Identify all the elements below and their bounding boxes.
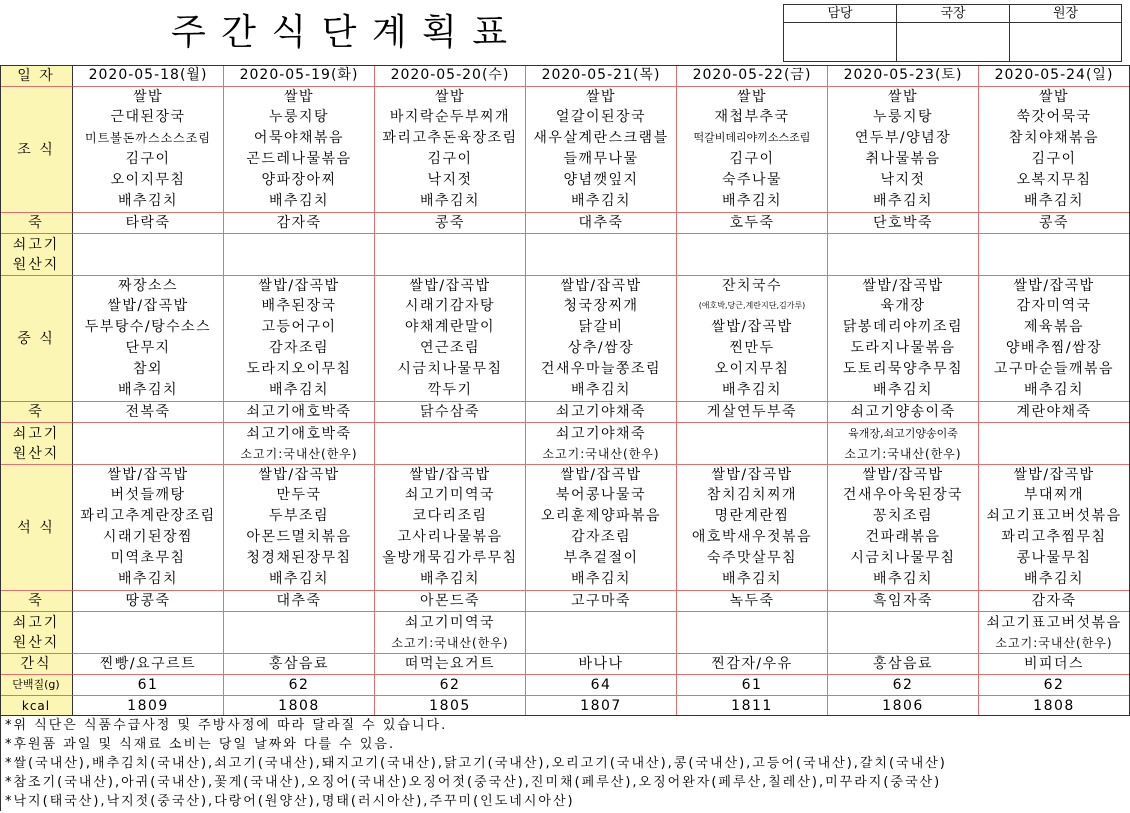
breakfast-item: 취나물볶음 (828, 149, 979, 170)
beef-origin-cell (677, 422, 828, 464)
dinner-item: 쇠고기미역국 (375, 485, 526, 506)
dinner-item: 건파래볶음 (828, 527, 979, 548)
porridge-item: 쇠고기애호박죽 (224, 401, 375, 422)
beef-origin-label (0, 233, 73, 275)
porridge-item: 콩죽 (375, 212, 526, 233)
porridge-item: 타락죽 (73, 212, 224, 233)
beef-origin-cell (73, 233, 224, 275)
breakfast-item: 오이지무침 (73, 170, 224, 191)
porridge-item: 아몬드죽 (375, 590, 526, 611)
dinner-item: 배추김치 (979, 569, 1130, 590)
beef-origin-source: 소고기:국내산(한우) (995, 635, 1113, 650)
dinner-item: 콩나물무침 (979, 548, 1130, 569)
lunch-item: 도토리묵양추무침 (828, 359, 979, 380)
date-header: 2020-05-21(목) (526, 65, 677, 86)
porridge-item: 게살연두부죽 (677, 401, 828, 422)
lunch-item: 쌀밥/잡곡밥 (224, 275, 375, 296)
dinner-item: 코다리조림 (375, 506, 526, 527)
lunch-item: 연근조림 (375, 338, 526, 359)
kcal-value: 1805 (375, 695, 526, 716)
porridge-item: 계란야채죽 (979, 401, 1130, 422)
breakfast-item: 꽈리고추돈육장조림 (375, 128, 526, 149)
beef-origin-label-line2: 원산지 (12, 445, 60, 462)
lunch-item: 찐만두 (677, 338, 828, 359)
porridge-item: 감자죽 (979, 590, 1130, 611)
breakfast-item: 쌀밥 (73, 86, 224, 107)
snack-item: 찐감자/우유 (677, 653, 828, 674)
breakfast-item: 오복지무침 (979, 170, 1130, 191)
beef-origin-cell (677, 611, 828, 653)
breakfast-item: 쑥갓어묵국 (979, 107, 1130, 128)
breakfast-item: 새우살계란스크램블 (526, 128, 677, 149)
protein-value: 61 (677, 674, 828, 695)
porridge-item: 흑임자죽 (828, 590, 979, 611)
lunch-item: 배추김치 (828, 380, 979, 401)
beef-origin-dish: 쇠고기야채죽 (555, 425, 647, 442)
dinner-item: 명란계란찜 (677, 506, 828, 527)
protein-value: 61 (73, 674, 224, 695)
date-header: 2020-05-24(일) (979, 65, 1130, 86)
breakfast-item: 쌀밥 (979, 86, 1130, 107)
lunch-item: 쌀밥/잡곡밥 (979, 275, 1130, 296)
breakfast-item: 김구이 (375, 149, 526, 170)
lunch-item: 양배추찜/쌈장 (979, 338, 1130, 359)
lunch-item: 쌀밥/잡곡밥 (677, 317, 828, 338)
beef-origin-cell (73, 611, 224, 653)
dinner-item: 건새우아욱된장국 (828, 485, 979, 506)
porridge-label: 죽 (0, 590, 73, 611)
dinner-item: 북어콩나물국 (526, 485, 677, 506)
snack-item: 바나나 (526, 653, 677, 674)
dinner-item: 쇠고기표고버섯볶음 (979, 506, 1130, 527)
protein-value: 62 (828, 674, 979, 695)
protein-value: 64 (526, 674, 677, 695)
breakfast-item: 바지락순두부찌개 (375, 107, 526, 128)
footnotes (0, 716, 1130, 811)
porridge-item: 단호박죽 (828, 212, 979, 233)
dinner-item: 감자조림 (526, 527, 677, 548)
breakfast-item: 숙주나물 (677, 170, 828, 191)
date-label: 일 자 (0, 65, 73, 86)
kcal-value: 1806 (828, 695, 979, 716)
beef-origin-cell (224, 422, 375, 464)
breakfast-item: 김구이 (677, 149, 828, 170)
beef-origin-label-line1: 쇠고기 (12, 425, 60, 442)
breakfast-item: 배추김치 (677, 191, 828, 212)
breakfast-item: 낙지젓 (828, 170, 979, 191)
breakfast-item: 배추김치 (828, 191, 979, 212)
dinner-item: 꽈리고추찜무침 (979, 527, 1130, 548)
lunch-item: 참외 (73, 359, 224, 380)
dinner-item: 참치김치찌개 (677, 485, 828, 506)
lunch-item: 고등어구이 (224, 317, 375, 338)
porridge-item: 대추죽 (224, 590, 375, 611)
approval-sign-staff (784, 23, 897, 61)
approval-header-director: 국장 (897, 5, 1010, 23)
lunch-item-ingredients-note: (애호박,당근,계란지단,김가루) (677, 296, 828, 317)
porridge-item: 쇠고기야채죽 (526, 401, 677, 422)
kcal-value: 1807 (526, 695, 677, 716)
beef-origin-cell (224, 611, 375, 653)
beef-origin-cell (526, 611, 677, 653)
lunch-item: 고구마순들깨볶음 (979, 359, 1130, 380)
beef-origin-cell (526, 233, 677, 275)
dinner-item: 쌀밥/잡곡밥 (375, 464, 526, 485)
breakfast-item: 배추김치 (526, 191, 677, 212)
dinner-item: 두부조림 (224, 506, 375, 527)
breakfast-item: 얼갈이된장국 (526, 107, 677, 128)
lunch-item: 두부탕수/탕수소스 (73, 317, 224, 338)
beef-origin-label (0, 422, 73, 464)
dinner-item: 쌀밥/잡곡밥 (224, 464, 375, 485)
beef-origin-label-line1: 쇠고기 (12, 236, 60, 253)
beef-origin-dish: 쇠고기애호박죽 (246, 425, 352, 442)
beef-origin-label-line1: 쇠고기 (12, 614, 60, 631)
breakfast-item: 어묵야채볶음 (224, 128, 375, 149)
dinner-item: 쌀밥/잡곡밥 (828, 464, 979, 485)
lunch-item: 배추김치 (224, 380, 375, 401)
dinner-item: 부대찌개 (979, 485, 1130, 506)
porridge-item: 닭수삼죽 (375, 401, 526, 422)
beef-origin-source: 소고기:국내산(한우) (391, 635, 509, 650)
breakfast-item: 쌀밥 (526, 86, 677, 107)
porridge-item: 대추죽 (526, 212, 677, 233)
lunch-item: 시금치나물무침 (375, 359, 526, 380)
breakfast-item: 배추김치 (375, 191, 526, 212)
date-header: 2020-05-18(월) (73, 65, 224, 86)
lunch-label: 중 식 (0, 275, 73, 401)
breakfast-item: 배추김치 (224, 191, 375, 212)
lunch-item: 야채계란말이 (375, 317, 526, 338)
beef-origin-source: 소고기:국내산(한우) (844, 446, 962, 461)
lunch-item: 배추김치 (73, 380, 224, 401)
beef-origin-cell (828, 422, 979, 464)
beef-origin-cell (224, 233, 375, 275)
breakfast-item: 미트볼돈까스소스조림 (73, 128, 224, 149)
dinner-item: 꽁치조림 (828, 506, 979, 527)
porridge-item: 전복죽 (73, 401, 224, 422)
dinner-label: 석 식 (0, 464, 73, 590)
kcal-value: 1809 (73, 695, 224, 716)
beef-origin-cell (979, 611, 1130, 653)
breakfast-item: 양념깻잎지 (526, 170, 677, 191)
dinner-item: 배추김치 (526, 569, 677, 590)
breakfast-item: 들깨무나물 (526, 149, 677, 170)
date-header: 2020-05-20(수) (375, 65, 526, 86)
porridge-label: 죽 (0, 212, 73, 233)
dinner-item: 배추김치 (224, 569, 375, 590)
lunch-item: 청국장찌개 (526, 296, 677, 317)
protein-value: 62 (979, 674, 1130, 695)
kcal-value: 1808 (224, 695, 375, 716)
breakfast-item: 김구이 (979, 149, 1130, 170)
beef-origin-dish: 쇠고기미역국 (404, 614, 496, 631)
dinner-item: 올방개묵김가루무침 (375, 548, 526, 569)
approval-table (783, 4, 1122, 62)
lunch-item: 오이지무침 (677, 359, 828, 380)
lunch-item: 건새우마늘쫑조림 (526, 359, 677, 380)
lunch-item: 쌀밥/잡곡밥 (375, 275, 526, 296)
breakfast-item: 배추김치 (73, 191, 224, 212)
breakfast-item: 양파장아찌 (224, 170, 375, 191)
lunch-item: 배추김치 (526, 380, 677, 401)
lunch-item: 도라지나물볶음 (828, 338, 979, 359)
snack-item: 홍삼음료 (828, 653, 979, 674)
porridge-item: 고구마죽 (526, 590, 677, 611)
snack-item: 찐빵/요구르트 (73, 653, 224, 674)
lunch-item: 배추김치 (677, 380, 828, 401)
lunch-item: 쌀밥/잡곡밥 (828, 275, 979, 296)
dinner-item: 배추김치 (677, 569, 828, 590)
lunch-item: 감자미역국 (979, 296, 1130, 317)
breakfast-item: 쌀밥 (224, 86, 375, 107)
porridge-item: 호두죽 (677, 212, 828, 233)
beef-origin-cell (828, 611, 979, 653)
lunch-item: 배추된장국 (224, 296, 375, 317)
protein-value: 62 (375, 674, 526, 695)
protein-value: 62 (224, 674, 375, 695)
dinner-item: 시금치나물무침 (828, 548, 979, 569)
lunch-item: 배추김치 (979, 380, 1130, 401)
beef-origin-source: 소고기:국내산(한우) (240, 446, 358, 461)
footnote-line: *후원품 과일 및 식재료 소비는 당일 날짜와 다를 수 있음. (5, 737, 396, 752)
beef-origin-cell (526, 422, 677, 464)
snack-label: 간식 (0, 653, 73, 674)
breakfast-label: 조 식 (0, 86, 73, 212)
kcal-value: 1808 (979, 695, 1130, 716)
breakfast-item: 곤드레나물볶음 (224, 149, 375, 170)
lunch-item: 제육볶음 (979, 317, 1130, 338)
lunch-item: 도라지오이무침 (224, 359, 375, 380)
beef-origin-cell (73, 422, 224, 464)
dinner-item: 쌀밥/잡곡밥 (979, 464, 1130, 485)
lunch-item: 단무지 (73, 338, 224, 359)
approval-sign-director (897, 23, 1010, 61)
date-header: 2020-05-23(토) (828, 65, 979, 86)
beef-origin-cell (979, 233, 1130, 275)
porridge-item: 땅콩죽 (73, 590, 224, 611)
dinner-item: 배추김치 (73, 569, 224, 590)
beef-origin-dish: 육개장,쇠고기양송이죽 (848, 426, 958, 440)
dinner-item: 오리훈제양파볶음 (526, 506, 677, 527)
porridge-item: 감자죽 (224, 212, 375, 233)
breakfast-item: 누룽지탕 (828, 107, 979, 128)
dinner-item: 시래기된장찜 (73, 527, 224, 548)
breakfast-item: 연두부/양념장 (828, 128, 979, 149)
snack-item: 떠먹는요거트 (375, 653, 526, 674)
breakfast-item: 낙지젓 (375, 170, 526, 191)
approval-sign-chief (1010, 23, 1121, 61)
footnote-line: *낙지(태국산),낙지젓(중국산),다랑어(원양산),명태(러시아산),주꾸미(인도네시아산) (5, 794, 575, 809)
lunch-item: 쌀밥/잡곡밥 (73, 296, 224, 317)
dinner-item: 쌀밥/잡곡밥 (73, 464, 224, 485)
lunch-item: 짜장소스 (73, 275, 224, 296)
dinner-item: 미역초무침 (73, 548, 224, 569)
snack-item: 비피더스 (979, 653, 1130, 674)
breakfast-item: 재첩부추국 (677, 107, 828, 128)
porridge-item: 쇠고기양송이죽 (828, 401, 979, 422)
dinner-item: 배추김치 (375, 569, 526, 590)
snack-item: 홍삼음료 (224, 653, 375, 674)
porridge-item: 콩죽 (979, 212, 1130, 233)
page-title: 주 간 식 단 계 획 표 (170, 12, 510, 53)
dinner-item: 숙주맛살무침 (677, 548, 828, 569)
footnote-line: *위 식단은 식품수급사정 및 주방사정에 따라 달라질 수 있습니다. (5, 718, 448, 733)
breakfast-item: 쌀밥 (677, 86, 828, 107)
lunch-item: 잔치국수 (677, 275, 828, 296)
kcal-label: kcal (0, 695, 73, 716)
dinner-item: 쌀밥/잡곡밥 (526, 464, 677, 485)
beef-origin-cell (979, 422, 1130, 464)
dinner-item: 애호박새우젓볶음 (677, 527, 828, 548)
lunch-item: 육개장 (828, 296, 979, 317)
lunch-item: 시래기감자탕 (375, 296, 526, 317)
approval-header-chief: 원장 (1010, 5, 1121, 23)
breakfast-item: 쌀밥 (375, 86, 526, 107)
breakfast-item: 김구이 (73, 149, 224, 170)
lunch-item: 쌀밥/잡곡밥 (526, 275, 677, 296)
dinner-item: 부추겉절이 (526, 548, 677, 569)
beef-origin-cell (375, 422, 526, 464)
dinner-item: 아몬드멸치볶음 (224, 527, 375, 548)
dinner-item: 꽈리고추계란장조림 (73, 506, 224, 527)
beef-origin-label (0, 611, 73, 653)
beef-origin-label-line2: 원산지 (12, 256, 60, 273)
dinner-item: 고사리나물볶음 (375, 527, 526, 548)
breakfast-item: 배추김치 (979, 191, 1130, 212)
date-header: 2020-05-22(금) (677, 65, 828, 86)
beef-origin-cell (677, 233, 828, 275)
date-header: 2020-05-19(화) (224, 65, 375, 86)
breakfast-item: 쌀밥 (828, 86, 979, 107)
lunch-item: 닭봉데리야끼조림 (828, 317, 979, 338)
beef-origin-dish: 쇠고기표고버섯볶음 (986, 614, 1122, 631)
protein-label: 단백질(g) (0, 674, 73, 695)
breakfast-item: 근대된장국 (73, 107, 224, 128)
dinner-item: 만두국 (224, 485, 375, 506)
breakfast-item: 누룽지탕 (224, 107, 375, 128)
beef-origin-cell (375, 233, 526, 275)
breakfast-item: 참치야채볶음 (979, 128, 1130, 149)
footnote-line: *쌀(국내산),배추김치(국내산),쇠고기(국내산),돼지고기(국내산),닭고기(국내산),오리고기(국내산),콩(국내산),고등어(국내산),갈치(국내산) (5, 756, 947, 771)
beef-origin-cell (828, 233, 979, 275)
porridge-item: 녹두죽 (677, 590, 828, 611)
porridge-label: 죽 (0, 401, 73, 422)
dinner-item: 배추김치 (828, 569, 979, 590)
lunch-item: 감자조림 (224, 338, 375, 359)
dinner-item: 버섯들깨탕 (73, 485, 224, 506)
meal-plan-table (0, 65, 1130, 716)
lunch-item: 깍두기 (375, 380, 526, 401)
lunch-item: 상추/쌈장 (526, 338, 677, 359)
breakfast-item: 떡갈비데리야끼소스조림 (677, 128, 828, 149)
kcal-value: 1811 (677, 695, 828, 716)
dinner-item: 청경채된장무침 (224, 548, 375, 569)
footnote-line: *참조기(국내산),아귀(국내산),꽃게(국내산),오징어(국내산)오징어젓(중국산),진미채(페루산),오징어완자(페루산,칠레산),미꾸라지(중국산) (5, 775, 942, 790)
beef-origin-label-line2: 원산지 (12, 634, 60, 651)
approval-header-staff: 담당 (784, 5, 897, 23)
beef-origin-cell (375, 611, 526, 653)
lunch-item: 닭갈비 (526, 317, 677, 338)
dinner-item: 쌀밥/잡곡밥 (677, 464, 828, 485)
beef-origin-source: 소고기:국내산(한우) (542, 446, 660, 461)
